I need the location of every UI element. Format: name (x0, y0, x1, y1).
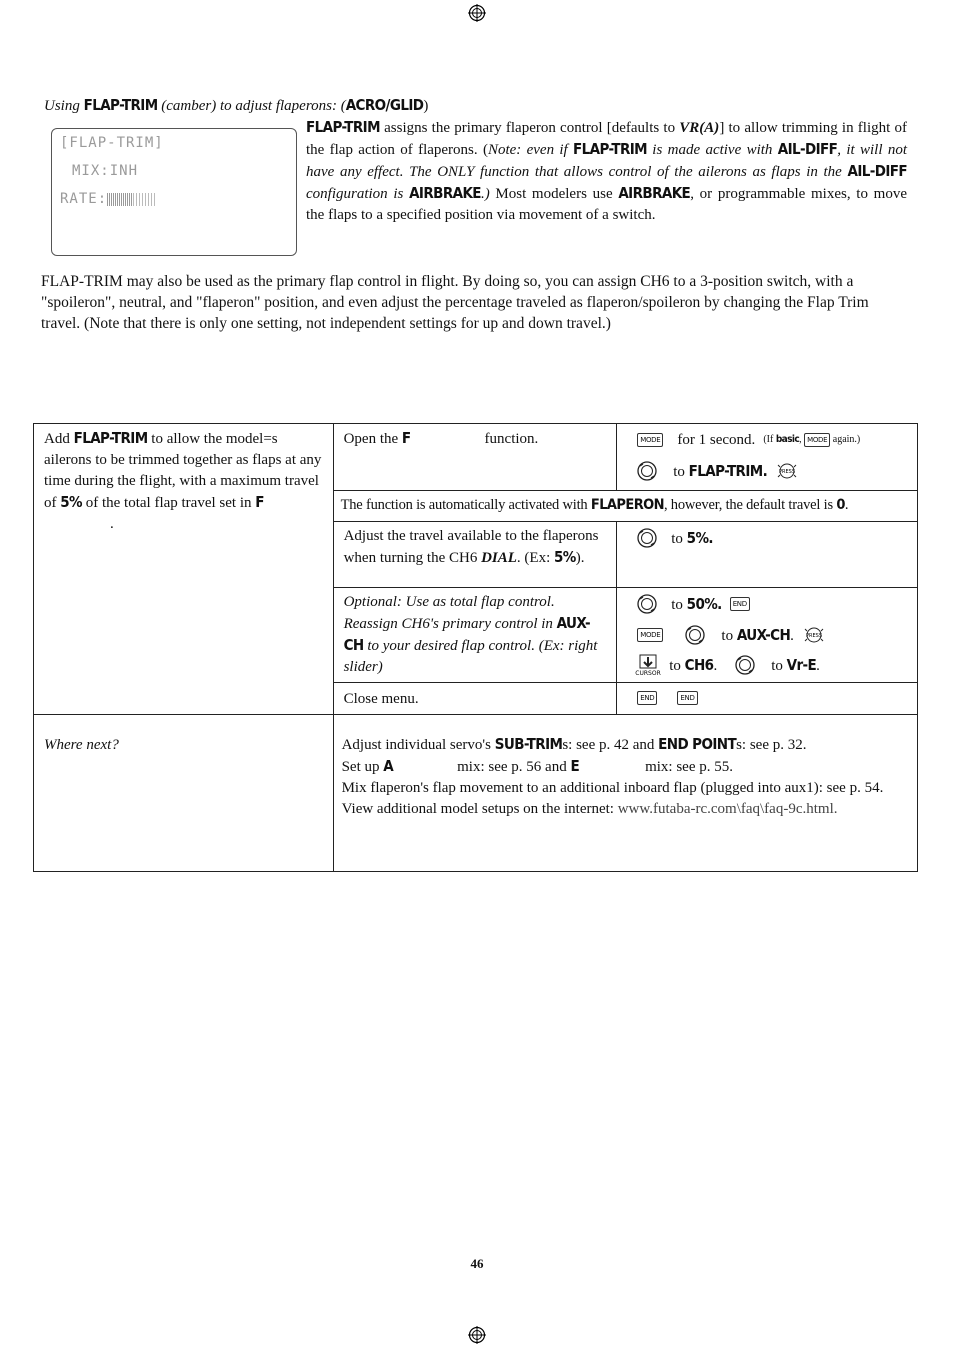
page-number: 46 (470, 1256, 484, 1271)
next-text: s: see p. 42 and (562, 737, 659, 753)
action-term: 5%. (686, 528, 713, 547)
action-text: to (771, 657, 787, 674)
mode-button-icon: MODE (804, 433, 830, 447)
action-close-cell (617, 683, 918, 715)
note-text: . (844, 497, 849, 513)
body-paragraph: FLAP-TRIM may also be used as the primary flap control in flight. By doing so, you can assign CH6 to a 3-position switch, with a "spoileron", neutral, and "flaperon" position, and even adjust the percentage traveled as flaperon/spoileron by changing the Flap Trim travel. (Note that there is only one setting, not independent settings for up and down travel.) (41, 273, 869, 332)
goal-term: F (255, 493, 264, 511)
note-term: basic (775, 434, 800, 445)
step-term: F (401, 429, 411, 447)
cursor-down-icon (637, 654, 659, 676)
step-text: Optional: Use as total flap control. Reassign CH6's primary control in (343, 594, 557, 632)
next-text: mix: see p. 55. (645, 759, 733, 775)
dial-icon (637, 461, 657, 481)
intro-term: FLAP-TRIM (573, 140, 647, 158)
action-text: to (673, 463, 689, 480)
lcd-line-3 (60, 191, 157, 207)
next-text: Adjust individual servo's (341, 737, 495, 753)
title-prefix: Using (44, 98, 84, 114)
dial-icon (685, 625, 705, 645)
mode-button-icon: MODE (637, 433, 663, 447)
next-text: mix: see p. 56 and (457, 759, 571, 775)
action-term: AUX-CH (736, 625, 791, 644)
step-text: function. (484, 431, 539, 447)
action-text: to (669, 657, 685, 674)
step-text: Adjust the travel available to the flaperons when turning the CH6 (343, 528, 599, 566)
note-text: (If (763, 434, 776, 445)
instruction-table (33, 423, 918, 872)
press-icon (802, 625, 826, 645)
intro-term: FLAP-TRIM (306, 118, 380, 136)
goal-term: FLAP-TRIM (73, 429, 148, 447)
note-text: , (799, 434, 805, 445)
intro-note: configuration is (306, 186, 410, 202)
next-term: A (383, 757, 394, 775)
where-next-cell (34, 715, 334, 872)
action-term: 50%. (686, 594, 722, 613)
note-text: , however, the default travel is (663, 497, 837, 513)
lcd-screen (51, 128, 297, 256)
action-text: . (713, 657, 718, 674)
mode-button-icon: MODE (637, 628, 663, 642)
intro-term: AIL-DIFF (777, 140, 838, 158)
step-close-cell (333, 683, 617, 715)
step-text: ). (575, 550, 585, 566)
action-term: CH6 (684, 655, 714, 674)
goal-term: 5% (60, 493, 82, 511)
lcd-line-1: [FLAP-TRIM] (60, 135, 164, 151)
goal-text: to allow the model=s ailerons to be trimmed together as flaps at any time during the flight, with a maximum travel of (44, 431, 322, 511)
goal-text: . (110, 516, 114, 532)
action-adjust-cell (617, 522, 918, 588)
action-optional-cell (617, 588, 918, 683)
goal-text: Add (44, 431, 74, 447)
intro-text-part: assigns the primary flaperon control [defaults to (379, 120, 680, 136)
dial-icon (735, 655, 755, 675)
intro-text-part: , or programmable mixes, to move the flaps to a specified position via movement of a switch. (306, 186, 907, 223)
next-line (342, 756, 899, 778)
svg-text:PRESS: PRESS (805, 633, 822, 639)
step-optional-cell (333, 588, 617, 683)
title-suffix: ) (423, 98, 429, 114)
end-button-icon: END (730, 597, 750, 611)
step-text: . (Ex: (516, 550, 554, 566)
step-text: to your desired flap control. (Ex: right slider) (343, 638, 598, 675)
action-note (763, 433, 860, 447)
action-text: to (671, 596, 687, 613)
goal-cell (34, 424, 334, 715)
step-open-cell (333, 424, 617, 491)
press-icon (775, 461, 799, 481)
step-term: 5% (554, 548, 576, 566)
note-term: 0 (836, 497, 845, 513)
lcd-rate-label: RATE: (60, 191, 108, 207)
intro-vr: VR(A) (679, 120, 720, 136)
dial-icon (637, 594, 657, 614)
intro-note: , it will not have any effect. The ONLY function that allows control of the ailerons as flaps in the (306, 142, 907, 180)
action-text: for 1 second. (677, 431, 756, 448)
note-term: FLAPERON (590, 497, 664, 513)
intro-text-part: Most modelers use (489, 186, 619, 202)
note-row (333, 491, 917, 522)
end-button-icon: END (677, 691, 697, 705)
action-text: to (671, 530, 687, 547)
svg-text:CURSOR: CURSOR (635, 670, 661, 677)
next-line (342, 799, 899, 820)
action-term: FLAP-TRIM. (688, 461, 768, 480)
lcd-line-2: MIX:INH (72, 163, 139, 179)
step-adjust-cell (333, 522, 617, 588)
next-text: View additional model setups on the internet: (341, 801, 618, 817)
action-text: . (790, 627, 794, 644)
action-term: Vr-E (786, 655, 817, 674)
next-term: SUB-TRIM (494, 735, 563, 753)
next-text: Set up (341, 759, 384, 775)
step-term: AUX-CH (343, 614, 590, 654)
step-dial-term: DIAL (481, 550, 517, 566)
intro-term: AIL-DIFF (847, 162, 907, 180)
end-button-icon: END (637, 691, 657, 705)
next-term: END POINT (658, 735, 737, 753)
next-term: E (570, 757, 580, 775)
intro-text (306, 117, 907, 226)
intro-note: .) (480, 186, 490, 202)
intro-note: is made active with (646, 142, 778, 158)
where-next-label: Where next? (44, 737, 119, 753)
goal-text: of the total flap travel set in (81, 495, 256, 511)
intro-term: AIRBRAKE (618, 184, 691, 202)
action-text: . (816, 657, 820, 674)
lcd-rate-bar (107, 193, 133, 206)
title-mode: ACRO/GLID (345, 96, 424, 114)
intro-text-part: ] to allow trimming in flight of the flap action of flaperons. ( (306, 120, 907, 158)
website-link[interactable]: www.futaba-rc.com\faq\faq-9c.html. (617, 801, 838, 817)
registration-mark-icon (468, 1326, 486, 1344)
step-text: Close menu. (343, 691, 419, 707)
dial-icon (637, 528, 657, 548)
next-links-cell (333, 715, 917, 872)
step-text: Open the (343, 431, 402, 447)
registration-mark-icon (468, 4, 486, 22)
section-title (44, 96, 428, 115)
action-text: to (721, 627, 737, 644)
intro-term: AIRBRAKE (409, 184, 481, 202)
intro-note: Note: even if (487, 142, 574, 158)
title-function: FLAP-TRIM (83, 96, 158, 114)
svg-text:PRESS: PRESS (779, 469, 796, 475)
note-text: The function is automatically activated with (340, 497, 591, 513)
lcd-rate-bar-2 (133, 193, 157, 206)
note-text: again.) (830, 434, 861, 445)
next-text: s: see p. 32. (736, 737, 807, 753)
action-open-cell (617, 424, 918, 491)
title-middle: (camber) to adjust flaperons: ( (157, 98, 346, 114)
next-line: Mix flaperon's flap movement to an additional inboard flap (plugged into aux1): see p. 54. (341, 780, 884, 796)
next-line (342, 734, 899, 756)
